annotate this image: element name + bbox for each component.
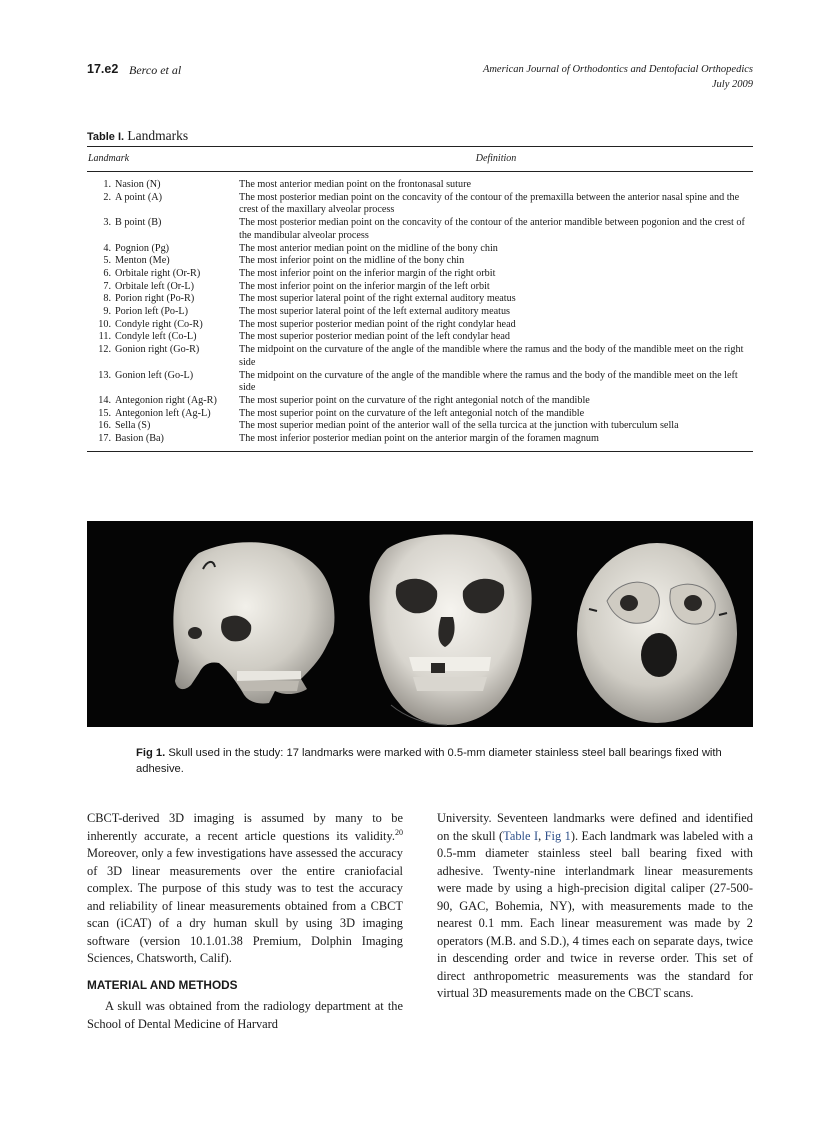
methods-text-part1: University. Seventeen landmarks were defined and identified on the skull (	[437, 811, 753, 843]
landmark-name: Basion (Ba)	[115, 433, 239, 451]
link-table-1[interactable]: Table I	[503, 828, 539, 843]
body-column-left	[87, 810, 403, 1033]
column-header-definition: Definition	[239, 147, 753, 172]
landmark-name: Antegonion left (Ag-L)	[115, 407, 211, 419]
landmark-name: B point (B)	[115, 217, 162, 229]
section-heading: MATERIAL AND METHODS	[87, 977, 238, 992]
landmark-number: 12.	[98, 344, 111, 356]
landmark-definition: The most superior point on the curvature of the right antegonial notch of the mandible	[239, 394, 590, 406]
landmark-name: Sella (S)	[115, 420, 151, 432]
frontal-skull-view	[370, 534, 532, 725]
paragraph-methods-continued	[437, 810, 753, 1003]
landmark-definition: The most inferior point on the inferior margin of the left orbit	[239, 280, 490, 292]
landmark-definition: The most anterior median point on the frontonasal suture	[239, 179, 471, 190]
table-row	[87, 255, 753, 268]
table-caption	[87, 128, 188, 144]
table-row	[87, 243, 753, 256]
table-row	[87, 217, 753, 242]
author-line: Berco et al	[129, 63, 182, 77]
landmark-definition: The most superior point on the curvature of the left antegonial notch of the mandible	[239, 407, 585, 419]
table-row	[87, 281, 753, 294]
landmark-number: 16.	[98, 420, 111, 432]
figure-skull-photographs	[87, 521, 753, 727]
table-row	[87, 293, 753, 306]
page-number: 17.e2	[87, 62, 119, 76]
landmark-number: 4.	[103, 242, 111, 254]
landmark-number: 5.	[103, 255, 111, 267]
table-body	[87, 172, 753, 452]
landmark-number: 7.	[103, 280, 111, 292]
landmark-name: Gonion left (Go-L)	[115, 369, 194, 381]
landmark-definition: The most superior lateral point of the left external auditory meatus	[239, 306, 511, 318]
intro-text-part2: Moreover, only a few investigations have assessed the accuracy of 3D linear measurements over the entire craniofacial complex. The purpose of this study was to test the accuracy and reliability of linear measurements obtained from a CBCT scan (iCAT) of a dry human skull by using 3D imaging software (version 10.1.01.38 Premium, Dolphin Imaging Sciences, Chatsworth, Calif).	[87, 846, 403, 965]
table-row	[87, 395, 753, 408]
landmark-table	[87, 146, 753, 452]
table-row	[87, 331, 753, 344]
landmark-number: 15.	[98, 407, 111, 419]
methods-text-part2: ). Each landmark was labeled with a 0.5-mm diameter stainless steel ball bearing fixed with adhesive. Twenty-nine interlandmark linear measurements were made by using a high-precision digital caliper (27-500-90, GAC, Bohemia, NY), with measurements made to the nearest 0.1 mm. Each linear measurement was made by 2 operators (M.B. and S.D.), 4 times each on separate days, twice in descending order and twice in reverse order. This set of direct anthropometric measurements was the standard for virtual 3D measurements made on the CBCT scans.	[437, 828, 753, 1000]
landmark-number: 9.	[103, 306, 111, 318]
landmark-definition: The most superior posterior median point of the right condylar head	[239, 318, 516, 330]
landmark-number: 3.	[103, 217, 111, 229]
landmark-number: 6.	[103, 267, 111, 279]
landmark-definition: The most superior posterior median point of the left condylar head	[239, 331, 511, 343]
landmark-definition: The most superior lateral point of the right external auditory meatus	[239, 293, 516, 305]
running-header	[87, 62, 753, 94]
landmark-number: 10.	[98, 318, 111, 330]
landmark-name: Condyle left (Co-L)	[115, 331, 197, 343]
landmark-number: 13.	[98, 369, 111, 381]
paragraph-methods: A skull was obtained from the radiology department at the School of Dental Medicine of Harvard	[87, 999, 403, 1031]
link-separator: ,	[538, 828, 545, 843]
landmark-name: Gonion right (Go-R)	[115, 344, 200, 356]
landmark-definition: The most posterior median point on the concavity of the contour of the premaxilla between the anterior nasal spine and the crest of the maxillary alveolar process	[239, 191, 740, 216]
lateral-skull-view	[173, 542, 334, 703]
issue-date: July 2009	[711, 79, 753, 90]
landmark-number: 17.	[87, 433, 115, 451]
link-figure-1[interactable]: Fig 1	[544, 828, 571, 843]
column-header-landmark: Landmark	[87, 147, 239, 172]
citation-superscript[interactable]: 20	[395, 827, 403, 837]
landmark-definition: The most superior median point of the anterior wall of the sella turcica at the junction with tuberculum sella	[239, 420, 679, 432]
figure-label: Fig 1.	[136, 747, 166, 759]
figure-caption-text: Skull used in the study: 17 landmarks were marked with 0.5-mm diameter stainless steel ball bearings fixed with adhesive.	[136, 747, 722, 775]
landmark-name: Porion left (Po-L)	[115, 306, 188, 318]
landmark-number: 1.	[103, 179, 111, 190]
table-title: Landmarks	[127, 128, 189, 143]
landmark-definition: The most posterior median point on the concavity of the contour of the anterior mandible between pogonion and the crest of the mandibular alveolar process	[239, 217, 745, 241]
landmark-name: Condyle right (Co-R)	[115, 318, 203, 330]
table-row	[87, 408, 753, 421]
figure-caption	[136, 745, 726, 777]
journal-title: American Journal of Orthodontics and Dentofacial Orthopedics	[482, 64, 753, 75]
table-header-row	[87, 147, 753, 172]
body-column-right	[437, 810, 753, 1003]
table-row	[87, 306, 753, 319]
landmark-definition: The midpoint on the curvature of the angle of the mandible where the ramus and the body of the mandible meet on the right side	[239, 344, 744, 368]
paragraph-intro	[87, 810, 403, 968]
landmark-name: Nasion (N)	[115, 179, 161, 190]
landmark-number: 14.	[98, 394, 111, 406]
table-row	[87, 192, 753, 217]
table-row	[87, 268, 753, 281]
table-row	[87, 344, 753, 369]
landmark-definition: The most inferior point on the inferior margin of the right orbit	[239, 267, 496, 279]
table-row	[87, 319, 753, 332]
landmark-name: Orbitale right (Or-R)	[115, 267, 201, 279]
table-label: Table I.	[87, 131, 125, 143]
landmark-definition: The most inferior point on the midline of the bony chin	[239, 255, 465, 267]
landmark-definition: The midpoint on the curvature of the angle of the mandible where the ramus and the body of the mandible meet on the left side	[239, 369, 738, 394]
table-row	[87, 420, 753, 433]
table-row	[87, 370, 753, 395]
skull-base-view	[577, 543, 737, 723]
landmark-definition: The most inferior posterior median point on the anterior margin of the foramen magnum	[239, 433, 753, 451]
landmark-name: Menton (Me)	[115, 255, 170, 267]
landmark-number: 8.	[103, 293, 111, 305]
table-row	[87, 433, 753, 451]
landmark-number: 2.	[103, 191, 111, 203]
landmark-name: Antegonion right (Ag-R)	[115, 394, 217, 406]
intro-text-part1: CBCT-derived 3D imaging is assumed by many to be inherently accurate, a recent article questions its validity.	[87, 811, 403, 843]
landmark-number: 11.	[98, 331, 111, 343]
skull-photos-svg	[87, 521, 753, 727]
landmark-name: Orbitale left (Or-L)	[115, 280, 194, 292]
table-row	[87, 172, 753, 192]
landmark-definition: The most anterior median point on the midline of the bony chin	[239, 242, 498, 254]
landmark-name: A point (A)	[115, 191, 162, 203]
landmark-name: Pognion (Pg)	[115, 242, 170, 254]
landmark-name: Porion right (Po-R)	[115, 293, 195, 305]
